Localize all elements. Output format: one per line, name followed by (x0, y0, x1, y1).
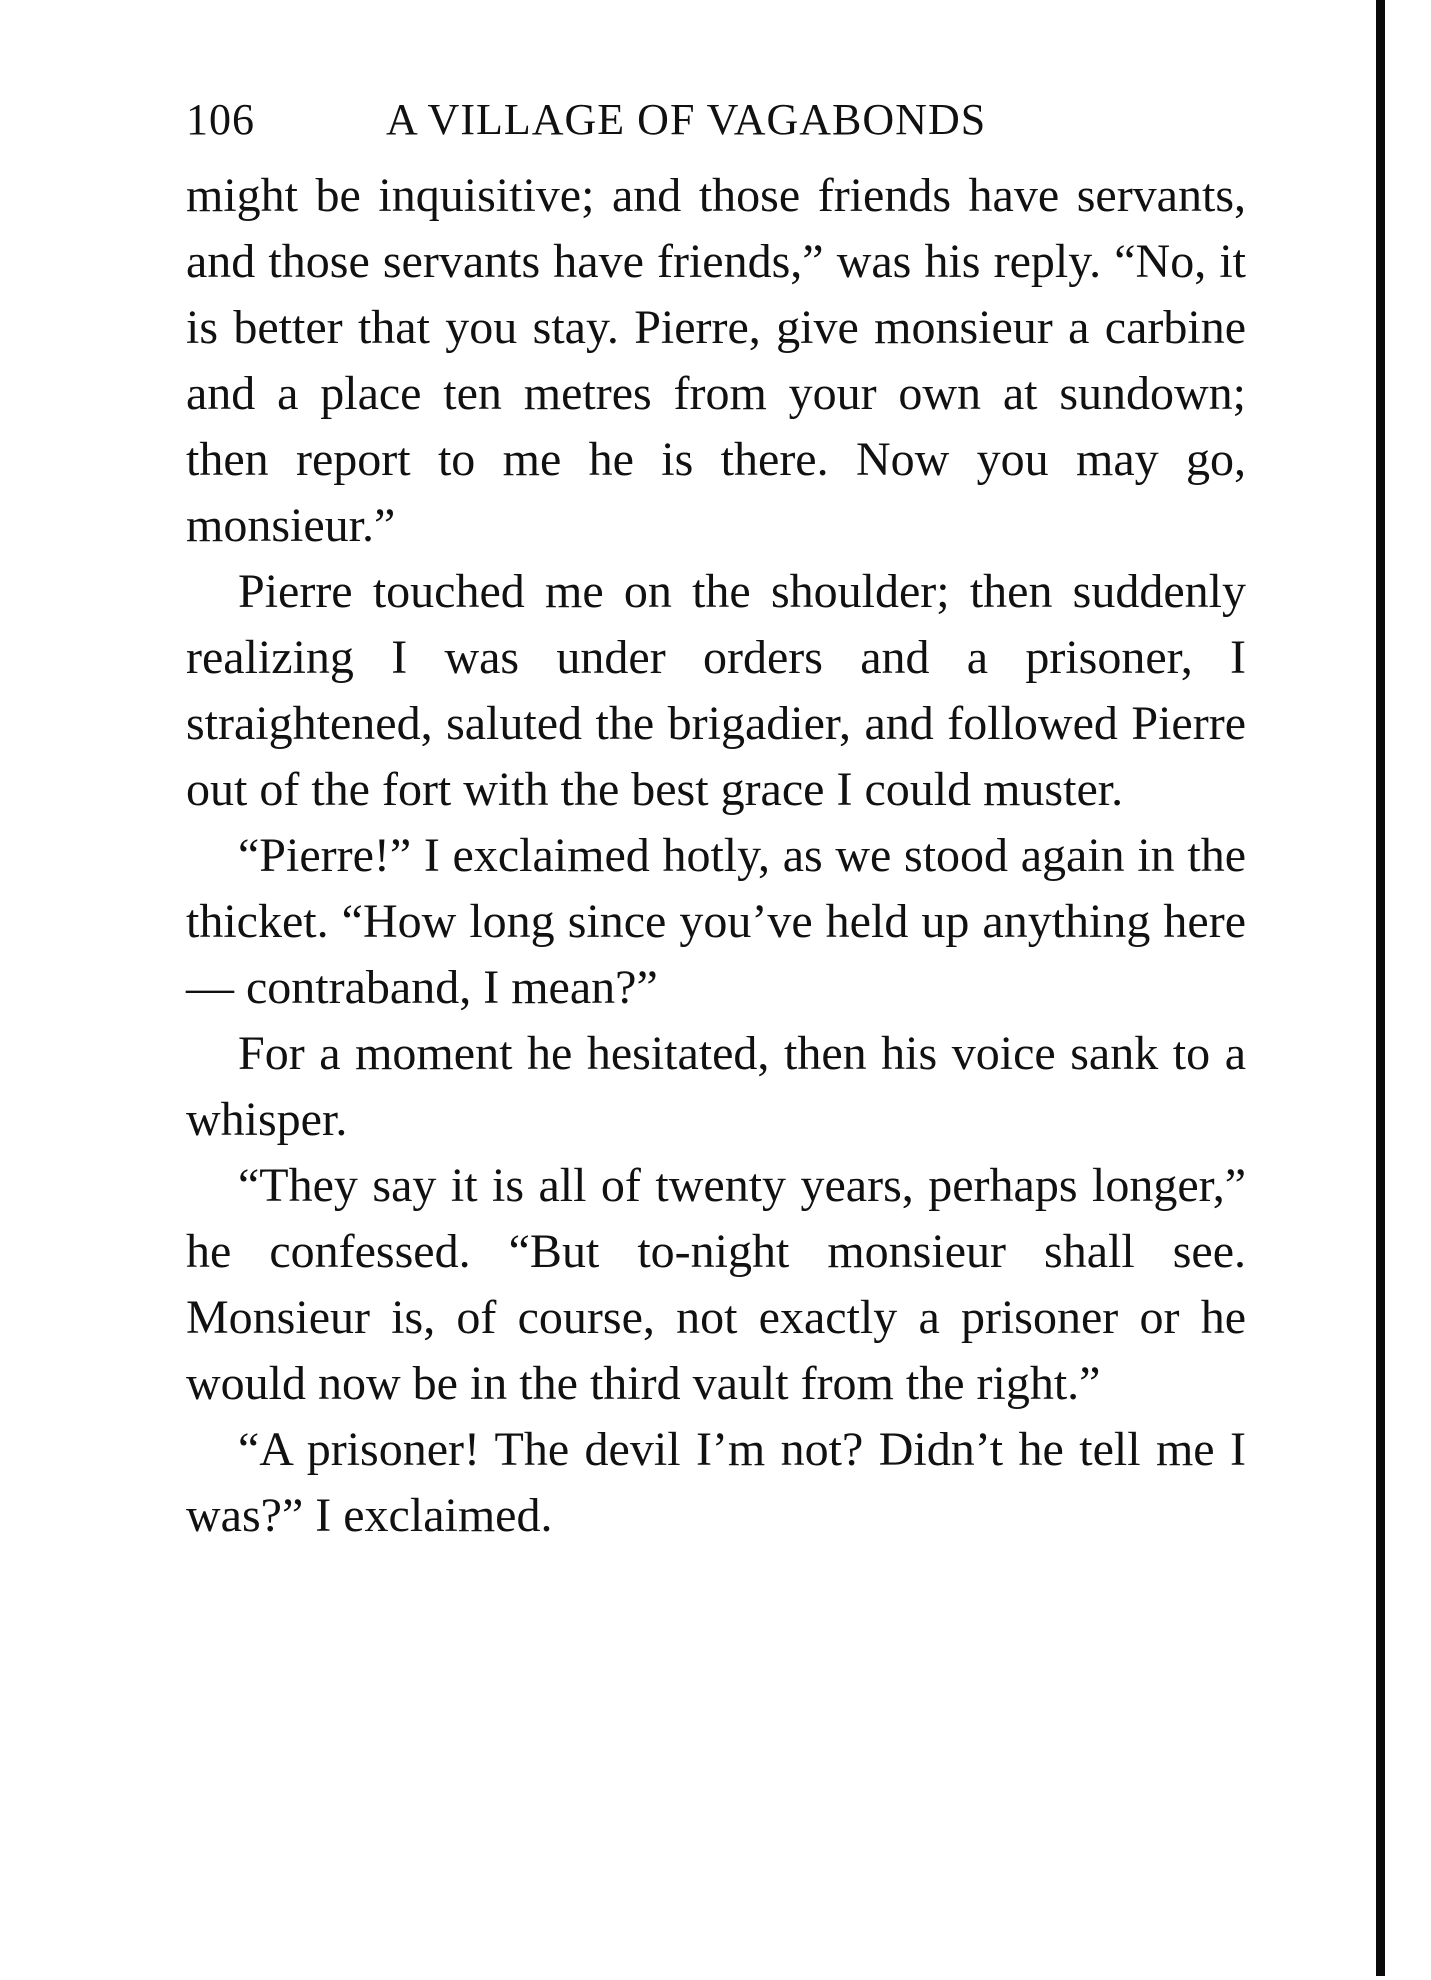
paragraph: Pierre touched me on the shoulder; then suddenly realizing I was under orders and a prisoner, I straightened, saluted the brigadier, and followed Pierre out of the fort with the best grace I could muster. (186, 565, 1246, 816)
running-title: A VILLAGE OF VAGABONDS (386, 95, 987, 144)
body-text (186, 163, 1246, 1549)
page-number: 106 (186, 95, 255, 144)
paragraph: “A prisoner! The devil I’m not? Didn’t he tell me I was?” I exclaimed. (186, 1423, 1246, 1542)
paragraph: “Pierre!” I exclaimed hotly, as we stood again in the thicket. “How long since you’ve held up anything here — contraband, I mean?” (186, 829, 1246, 1014)
page-edge-line (1376, 0, 1385, 1976)
page-header (186, 90, 1246, 150)
paragraph: might be inquisitive; and those friends have servants, and those servants have friends,” was his reply. “No, it is better that you stay. Pierre, give monsieur a carbine and a place ten metres from your own at sundown; then report to me he is there. Now you may go, monsieur.” (186, 169, 1246, 552)
paragraph: For a moment he hesitated, then his voice sank to a whisper. (186, 1027, 1246, 1146)
paragraph: “They say it is all of twenty years, perhaps longer,” he confessed. “But to-night monsieur shall see. Monsieur is, of course, not exactly a prisoner or he would now be in the third vault from the right.” (186, 1159, 1246, 1410)
